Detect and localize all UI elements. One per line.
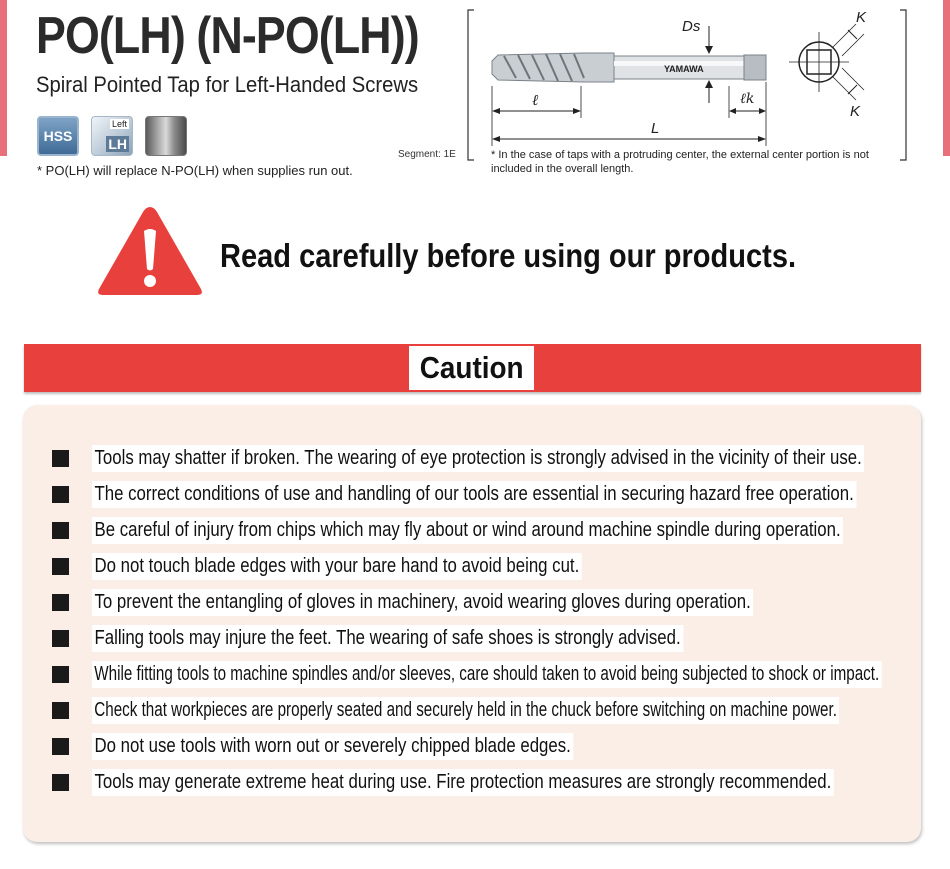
k-bottom-label: K [850,103,861,120]
bullet-square-icon [52,774,69,791]
caution-item-text: Check that workpieces are properly seated and securely held in the chuck before switching on machine power. [92,697,839,724]
list-item [52,584,950,620]
tap-illustration [492,53,766,82]
k-top-label: K [856,9,867,26]
caution-title-text: Caution [419,350,524,385]
list-item [52,440,950,476]
left-hand-icon [91,116,133,156]
replacement-note: * PO(LH) will replace N-PO(LH) when supplies run out. [37,163,353,178]
bullet-square-icon [52,630,69,647]
tap-dimension-diagram [464,6,916,164]
list-item [52,476,950,512]
warning-heading: Read carefully before using our products. [220,237,797,274]
bullet-square-icon [52,702,69,719]
caution-item-text: Be careful of injury from chips which may fly about or wind around machine spindle during operation. [92,517,843,544]
list-item [52,656,950,692]
caution-item-text: Tools may shatter if broken. The wearing of eye protection is strongly advised in the vicinity of their use. [92,445,864,472]
list-item [52,764,950,800]
hss-badge-label: HSS [43,128,73,144]
lk-label: ℓk [740,91,755,107]
coating-icon [145,116,187,156]
list-item [52,512,950,548]
ds-label: Ds [682,18,701,35]
left-accent-bar [0,0,7,156]
warning-triangle-icon [95,203,205,299]
caution-list [52,440,950,800]
L-label: L [651,120,660,137]
list-item [52,728,950,764]
lh-badge-label: LH [108,136,127,152]
bullet-square-icon [52,522,69,539]
caution-item-text: Do not use tools with worn out or severely chipped blade edges. [92,733,573,760]
list-item [52,620,950,656]
bullet-square-icon [52,450,69,467]
caution-item-text: To prevent the entangling of gloves in machinery, avoid wearing gloves during operation. [92,589,753,616]
caution-item-text: Tools may generate extreme heat during use. Fire protection measures are strongly recommended. [92,769,834,796]
list-item [52,692,950,728]
product-subtitle: Spiral Pointed Tap for Left-Handed Screws [36,72,419,97]
bullet-square-icon [52,558,69,575]
caution-item-text: While fitting tools to machine spindles and/or sleeves, care should taken to avoid being subjected to shock or impact. [92,661,881,688]
bullet-square-icon [52,486,69,503]
caution-item-text: Falling tools may injure the feet. The wearing of safe shoes is strongly advised. [92,625,683,652]
right-bracket [900,10,906,160]
left-bracket [468,10,474,160]
brand-label: YAMAWA [664,64,704,74]
list-item [52,548,950,584]
bullet-square-icon [52,666,69,683]
caution-item-text: Do not touch blade edges with your bare hand to avoid being cut. [92,553,582,580]
caution-title [409,346,534,390]
bullet-square-icon [52,594,69,611]
product-title: PO(LH) (N-PO(LH)) [36,7,419,65]
diagram-footnote: * In the case of taps with a protruding center, the external center portion is not included in the overall length. [491,149,869,175]
right-accent-bar [943,0,950,156]
segment-label: Segment: 1E [398,149,456,160]
bullet-square-icon [52,738,69,755]
cross-section-icon [789,24,864,100]
caution-item-text: The correct conditions of use and handling of our tools are essential in securing hazard free operation. [92,481,856,508]
badge-row [37,116,187,156]
l-label: ℓ [532,91,539,109]
hss-material-icon [37,116,79,156]
lh-badge-top-label: Left [111,119,127,129]
